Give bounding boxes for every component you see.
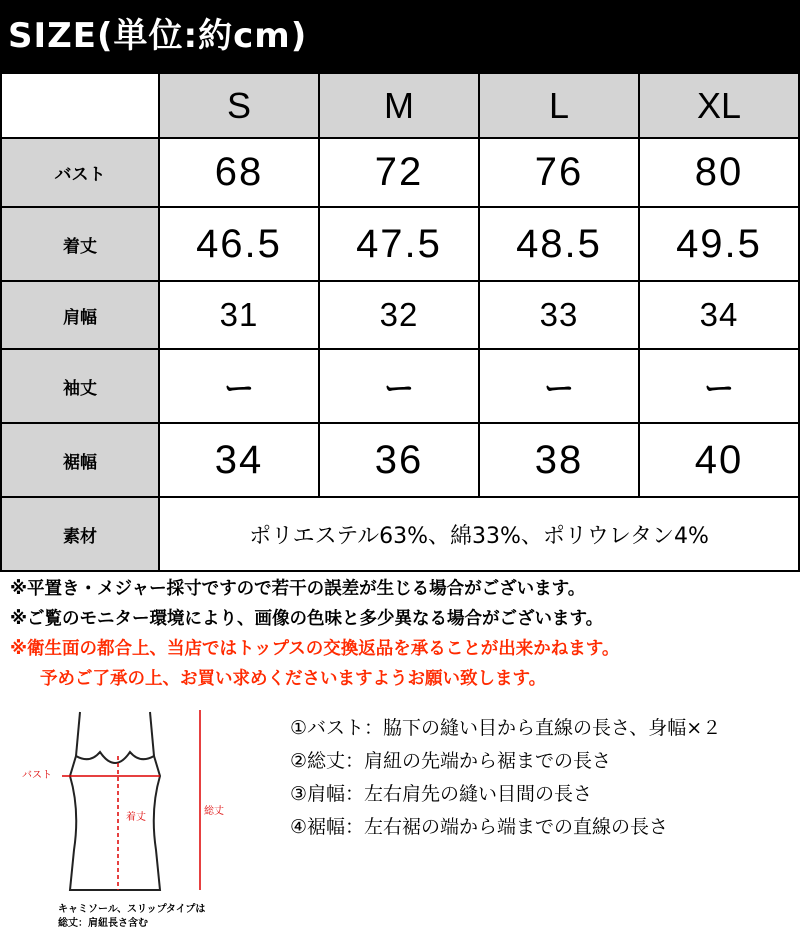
table-cell: 49.5 <box>639 207 799 281</box>
bust-label: バスト <box>22 770 52 781</box>
size-header-row <box>1 73 799 138</box>
camisole-illustration <box>0 700 260 900</box>
table-cell: 46.5 <box>159 207 319 281</box>
length-label: 着丈 <box>126 812 146 823</box>
note-monitor: ※ご覧のモニター環境により、画像の色味と多少異なる場合がございます。 <box>10 609 604 629</box>
table-cell: ー <box>159 349 319 423</box>
corner-cell <box>1 73 159 138</box>
table-cell: 40 <box>639 423 799 497</box>
table-cell: 36 <box>319 423 479 497</box>
row-label-shoulder: 肩幅 <box>1 281 159 349</box>
size-header-l: L <box>479 73 639 138</box>
table-row <box>1 138 799 207</box>
diagram-caption-1: キャミソール、スリップタイプは <box>58 904 206 915</box>
table-cell: 31 <box>159 281 319 349</box>
notes <box>10 574 795 694</box>
table-cell: 33 <box>479 281 639 349</box>
size-header-s: S <box>159 73 319 138</box>
size-header-m: M <box>319 73 479 138</box>
table-cell: ー <box>479 349 639 423</box>
right-strap <box>150 712 154 756</box>
definition-bust: ①バスト：脇下の縫い目から直線の長さ、身幅×２ <box>290 717 722 739</box>
table-cell: 76 <box>479 138 639 207</box>
definition-shoulder: ③肩幅：左右肩先の縫い目間の長さ <box>290 783 593 805</box>
material-value: ポリエステル63%、綿33%、ポリウレタン4% <box>159 497 799 571</box>
row-label-material: 素材 <box>1 497 159 571</box>
table-cell: 68 <box>159 138 319 207</box>
table-cell: 72 <box>319 138 479 207</box>
table-cell: 34 <box>159 423 319 497</box>
table-row <box>1 207 799 281</box>
definition-total-length: ②総丈：肩紐の先端から裾までの長さ <box>290 750 612 772</box>
diagram-caption-2: 総丈：肩紐長さ含む <box>58 918 148 929</box>
table-cell: ー <box>319 349 479 423</box>
camisole-body <box>70 752 160 890</box>
table-row <box>1 497 799 571</box>
note-acknowledge: 予めご了承の上、お買い求めくださいますようお願い致します。 <box>40 669 547 689</box>
table-cell: 32 <box>319 281 479 349</box>
row-label-bust: バスト <box>1 138 159 207</box>
table-cell: 80 <box>639 138 799 207</box>
size-title: SIZE(単位:約cm) <box>0 0 800 72</box>
row-label-sleeve: 袖丈 <box>1 349 159 423</box>
total-length-label: 総丈 <box>204 806 224 817</box>
size-header-xl: XL <box>639 73 799 138</box>
garment-diagram <box>0 700 260 929</box>
table-cell: 48.5 <box>479 207 639 281</box>
definition-hem: ④裾幅：左右裾の端から端までの直線の長さ <box>290 816 669 838</box>
table-row <box>1 423 799 497</box>
table-cell: 34 <box>639 281 799 349</box>
table-row <box>1 281 799 349</box>
note-measurement: ※平置き・メジャー採寸ですので若干の誤差が生じる場合がございます。 <box>10 579 586 599</box>
size-table <box>0 72 800 572</box>
left-strap <box>76 712 80 756</box>
table-cell: 38 <box>479 423 639 497</box>
row-label-length: 着丈 <box>1 207 159 281</box>
table-row <box>1 349 799 423</box>
table-cell: ー <box>639 349 799 423</box>
measurement-definitions <box>290 712 721 844</box>
note-no-returns: ※衛生面の都合上、当店ではトップスの交換返品を承ることが出来かねます。 <box>10 639 620 659</box>
row-label-hem: 裾幅 <box>1 423 159 497</box>
table-cell: 47.5 <box>319 207 479 281</box>
